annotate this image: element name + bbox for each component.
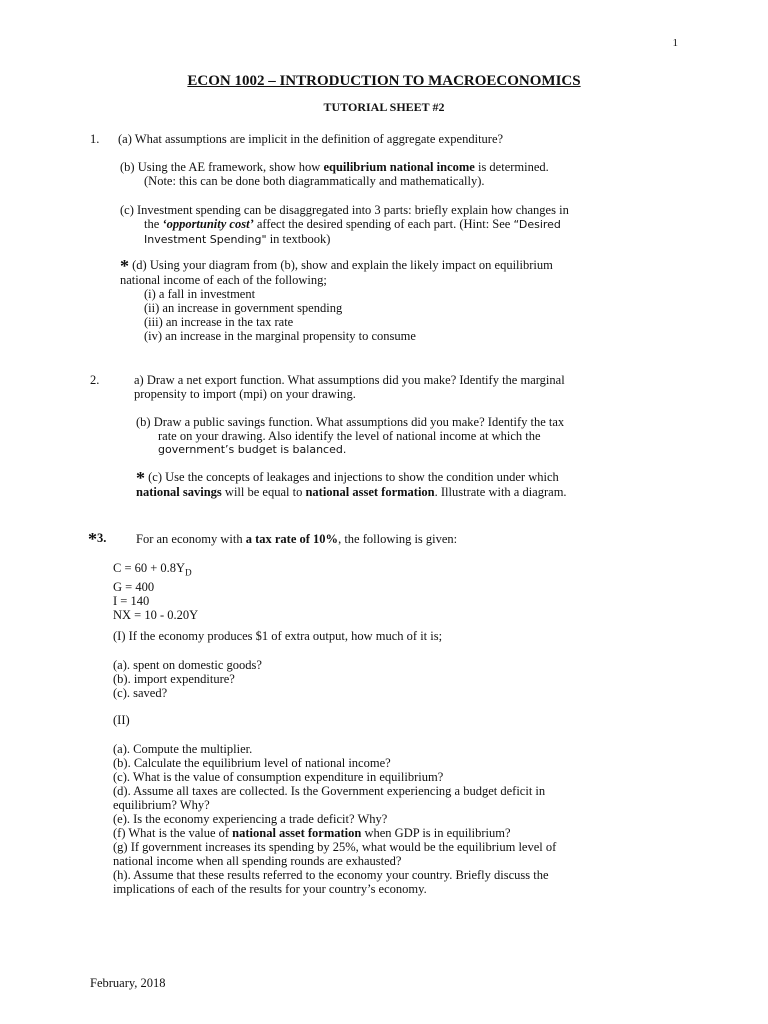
q2c-post: . Illustrate with a diagram. bbox=[434, 485, 567, 499]
q1-part-d bbox=[120, 258, 678, 343]
q1d-item: (i) a fall in investment bbox=[144, 287, 256, 301]
q1b-post: is determined. bbox=[474, 160, 549, 174]
q3-part2-g-line2: national income when all spending rounds are exhausted? bbox=[113, 854, 402, 868]
q3-intro bbox=[136, 532, 457, 546]
q2b-line2: rate on your drawing. Also identify the level of national income at which the bbox=[158, 429, 541, 443]
equation-investment: I = 140 bbox=[113, 593, 150, 608]
q1d-line2: national income of each of the following; bbox=[120, 273, 327, 287]
q3-part2-g-line1: (g) If government increases its spending by 25%, what would be the equilibrium level of bbox=[113, 840, 557, 854]
q3-part2-a: (a). Compute the multiplier. bbox=[113, 742, 253, 756]
equation-net-exports: NX = 10 - 0.20Y bbox=[113, 607, 199, 622]
q3-intro-bold: a tax rate of 10% bbox=[245, 532, 339, 546]
q3-part2-c: (c). What is the value of consumption expenditure in equilibrium? bbox=[113, 770, 444, 784]
q2-part-b bbox=[136, 415, 678, 457]
q2c-star: * bbox=[136, 468, 145, 488]
equation-consumption bbox=[113, 561, 198, 580]
q3-star: * bbox=[88, 529, 97, 549]
q2c-line1: (c) Use the concepts of leakages and injections to show the condition under which bbox=[145, 470, 559, 484]
q3-part1-question: (I) If the economy produces $1 of extra output, how much of it is; bbox=[113, 629, 443, 643]
page-subtitle: TUTORIAL SHEET #2 bbox=[323, 100, 445, 114]
q3-part2-d-line1: (d). Assume all taxes are collected. Is the Government experiencing a budget deficit in bbox=[113, 784, 546, 798]
q3-part2-h-line2: implications of each of the results for your country’s economy. bbox=[113, 882, 427, 896]
q1-part-b bbox=[120, 160, 678, 188]
q2-part-a bbox=[134, 373, 678, 401]
q1c-pre: the bbox=[144, 217, 163, 231]
q1b-pre: (b) Using the AE framework, show how bbox=[120, 160, 324, 174]
q2c-bold2: national asset formation bbox=[305, 485, 435, 499]
q3-part1-item: (b). import expenditure? bbox=[113, 672, 235, 686]
equation-government: G = 400 bbox=[113, 579, 155, 594]
q1b-bold: equilibrium national income bbox=[323, 160, 475, 174]
q1d-item: (iii) an increase in the tax rate bbox=[144, 315, 294, 329]
eq-c-text: C = 60 + 0.8Y bbox=[113, 561, 186, 575]
q1b-line2: (Note: this can be done both diagrammatically and mathematically). bbox=[144, 174, 485, 188]
q3-part2-b: (b). Calculate the equilibrium level of national income? bbox=[113, 756, 391, 770]
q2c-mid: will be equal to bbox=[221, 485, 306, 499]
q2-part-c bbox=[136, 470, 678, 499]
q2a-line1: a) Draw a net export function. What assumptions did you make? Identify the marginal bbox=[134, 373, 565, 387]
q1d-star: * bbox=[120, 256, 129, 276]
q1d-item: (iv) an increase in the marginal propensity to consume bbox=[144, 329, 416, 343]
q2a-line2: propensity to import (mpi) on your drawing. bbox=[134, 387, 356, 401]
q3-part2-e: (e). Is the economy experiencing a trade deficit? Why? bbox=[113, 812, 388, 826]
q1c-line1: (c) Investment spending can be disaggregated into 3 parts: briefly explain how changes in bbox=[120, 203, 569, 217]
q3-equations bbox=[113, 561, 198, 622]
q1c-mid: affect the desired spending of each part. (Hint: See bbox=[253, 217, 514, 231]
q2b-line1: (b) Draw a public savings function. What assumptions did you make? Identify the tax bbox=[136, 415, 565, 429]
q1c-hint: “Desired bbox=[513, 218, 561, 231]
q3-part1-items bbox=[113, 658, 262, 700]
q1c-line3b: in textbook) bbox=[266, 232, 331, 246]
q3f-pre: (f) What is the value of bbox=[113, 826, 233, 840]
q1d-line1: (d) Using your diagram from (b), show and explain the likely impact on equilibrium bbox=[129, 258, 553, 272]
q1-part-a: (a) What assumptions are implicit in the definition of aggregate expenditure? bbox=[118, 132, 504, 146]
footer-date: February, 2018 bbox=[90, 976, 166, 990]
q3-part2-h-line1: (h). Assume that these results referred to the economy your country. Briefly discuss the bbox=[113, 868, 549, 882]
q1-part-c bbox=[120, 203, 678, 247]
q3-intro-pre: For an economy with bbox=[136, 532, 246, 546]
page-number: 1 bbox=[672, 37, 678, 49]
q1c-line3: Investment Spending" bbox=[144, 233, 267, 246]
q3-part2-f bbox=[113, 826, 679, 840]
question-1-number: 1. bbox=[90, 132, 100, 146]
q3-part1-item: (a). spent on domestic goods? bbox=[113, 658, 262, 672]
q1c-bold-italic: ‘opportunity cost’ bbox=[162, 217, 254, 231]
q3-number: 3. bbox=[97, 531, 107, 545]
q3-part1-item: (c). saved? bbox=[113, 686, 168, 700]
q3-part2-d-line2: equilibrium? Why? bbox=[113, 798, 210, 812]
q2b-line3: government’s budget is balanced. bbox=[158, 443, 347, 456]
question-3-number bbox=[88, 529, 107, 549]
q3-intro-post: , the following is given: bbox=[338, 532, 458, 546]
q3-part2-list bbox=[113, 742, 679, 896]
page-title: ECON 1002 – INTRODUCTION TO MACROECONOMICS bbox=[187, 73, 581, 89]
q2c-bold1: national savings bbox=[136, 485, 222, 499]
question-2-number: 2. bbox=[90, 373, 100, 387]
q3-part2-label: (II) bbox=[113, 713, 130, 727]
q3f-post: when GDP is in equilibrium? bbox=[361, 826, 511, 840]
q3f-bold: national asset formation bbox=[232, 826, 362, 840]
q1d-item: (ii) an increase in government spending bbox=[144, 301, 343, 315]
eq-c-subscript: D bbox=[185, 567, 192, 578]
